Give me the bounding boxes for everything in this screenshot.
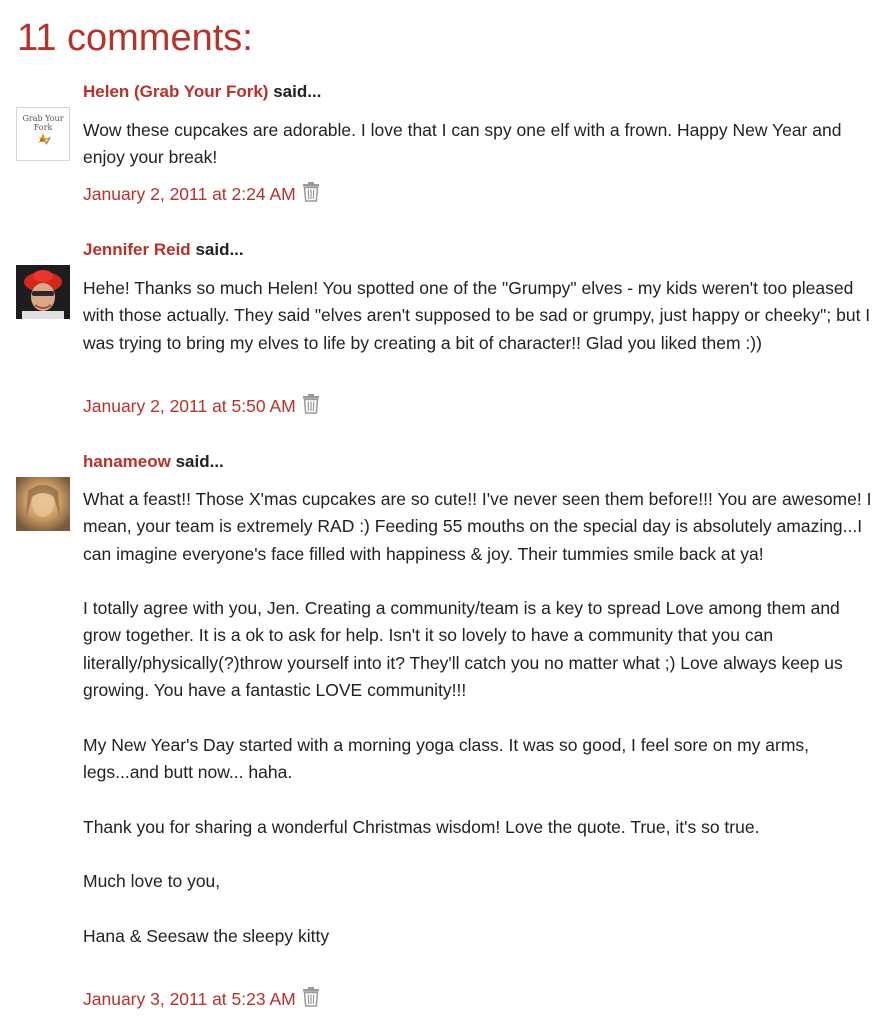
avatar[interactable] xyxy=(16,265,70,319)
trash-icon[interactable] xyxy=(302,182,320,202)
comment-paragraph: Hana & Seesaw the sleepy kitty xyxy=(83,925,330,946)
comment-author-line xyxy=(83,80,321,104)
comment-timestamp-link[interactable]: January 3, 2011 at 5:23 AM xyxy=(83,989,296,1009)
comment-footer xyxy=(83,987,320,1011)
trash-icon[interactable] xyxy=(302,394,320,414)
comment-timestamp-link[interactable]: January 2, 2011 at 5:50 AM xyxy=(83,396,296,416)
trash-icon[interactable] xyxy=(302,987,320,1007)
comment-paragraph: What a feast!! Those X'mas cupcakes are so cute!! I've never seen them before!!! You are awesome! I mean, your team is extremely RAD :) Feeding 55 mouths on the special day is absolutely amazing...I can imagine everyone's face filled with happiness & joy. Their tummies smile back at ya! xyxy=(83,489,872,564)
comment-author-link[interactable]: Helen (Grab Your Fork) xyxy=(83,82,269,101)
comment-paragraph: Wow these cupcakes are adorable. I love that I can spy one elf with a frown. Happy New Year and enjoy your break! xyxy=(83,120,842,168)
said-label: said... xyxy=(273,82,322,101)
comment-footer xyxy=(83,182,320,206)
comment-paragraph: I totally agree with you, Jen. Creating a community/team is a key to spread Love among them and grow together. It is a ok to ask for help. Isn't it so lovely to have a community that you can literally/physically(?)throw yourself into it? They'll catch you no matter what ;) Love always keep us growing. You have a fantastic LOVE community!!! xyxy=(83,598,843,701)
avatar[interactable] xyxy=(16,477,70,531)
comment-author-line xyxy=(83,450,224,474)
svg-text:Fork: Fork xyxy=(33,123,53,132)
comment-footer xyxy=(83,394,320,418)
said-label: said... xyxy=(195,240,244,259)
comment-paragraph: Hehe! Thanks so much Helen! You spotted one of the "Grumpy" elves - my kids weren't too pleased with those actually. They said "elves aren't supposed to be sad or grumpy, just happy or cheeky"; but I was trying to bring my elves to life by creating a bit of character!! Glad you liked them :)) xyxy=(83,278,871,353)
user-photo-icon xyxy=(16,265,70,319)
svg-text:Grab Your: Grab Your xyxy=(22,114,64,123)
said-label: said... xyxy=(175,452,224,471)
comment-paragraph: My New Year's Day started with a morning yoga class. It was so good, I feel sore on my arms, legs...and butt now... haha. xyxy=(83,734,810,782)
comment-timestamp-link[interactable]: January 2, 2011 at 2:24 AM xyxy=(83,184,296,204)
comment-paragraph: Thank you for sharing a wonderful Christmas wisdom! Love the quote. True, it's so true. xyxy=(83,816,760,837)
avatar[interactable] xyxy=(16,107,70,161)
comment-body xyxy=(83,486,873,950)
comment-body xyxy=(83,117,873,172)
comments-count-heading: 11 comments: xyxy=(17,17,253,59)
comment-paragraph: Much love to you, xyxy=(83,871,221,892)
user-photo-icon xyxy=(16,477,70,531)
comment-author-link[interactable]: hanameow xyxy=(83,452,171,471)
comment-author-line xyxy=(83,238,244,262)
comment-author-link[interactable]: Jennifer Reid xyxy=(83,240,191,259)
comment-body xyxy=(83,275,873,357)
